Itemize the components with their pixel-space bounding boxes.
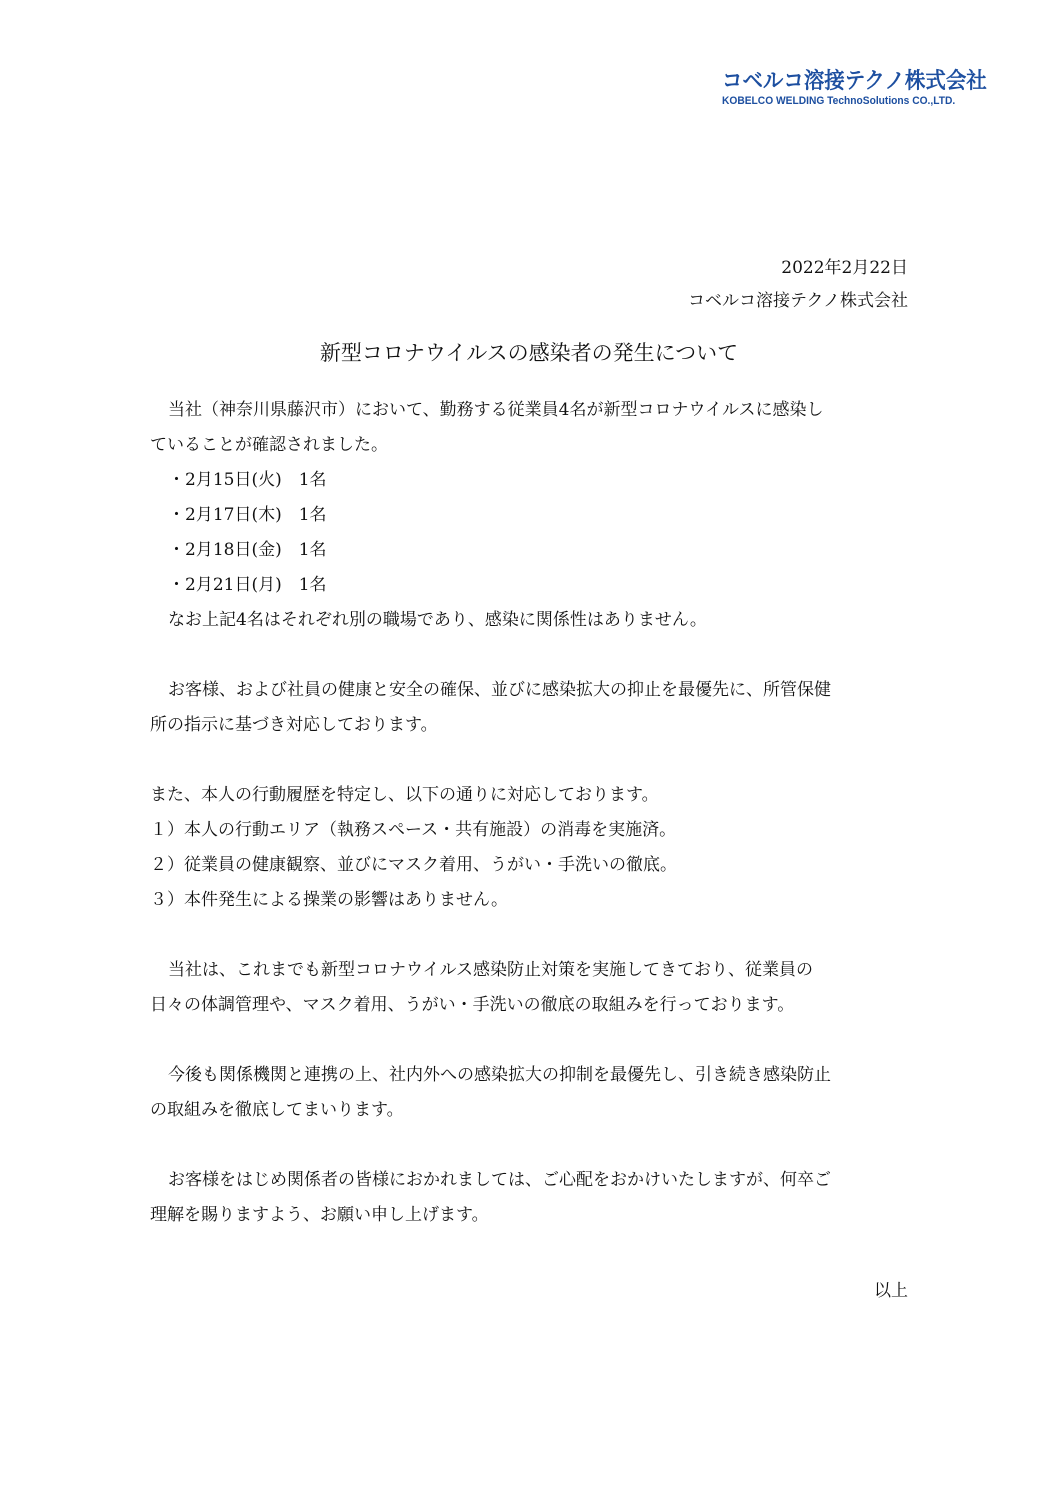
case-item: ・2月18日(金) 1名 [168, 540, 327, 560]
spacer [150, 743, 908, 778]
spacer [150, 918, 908, 953]
logo-sub-text: KOBELCO WELDING TechnoSolutions CO.,LTD. [722, 95, 956, 107]
spacer [150, 1023, 908, 1058]
case-item: ・2月21日(月) 1名 [168, 575, 327, 595]
document-title: 新型コロナウイルスの感染者の発生について [319, 341, 739, 365]
action-item: １）本人の行動エリア（執務スペース・共有施設）の消毒を実施済。 [150, 820, 677, 840]
para2-line1: お客様、および社員の健康と安全の確保、並びに感染拡大の抑止を最優先に、所管保健 [168, 680, 831, 700]
para5-line1: 今後も関係機関と連携の上、社内外への感染拡大の抑制を最優先し、引き続き感染防止 [168, 1065, 831, 1085]
issuer-name: コベルコ溶接テクノ株式会社 [688, 291, 908, 311]
para6-line1: お客様をはじめ関係者の皆様におかれましては、ご心配をおかけいたしますが、何卒ご [168, 1170, 831, 1190]
para3-intro: また、本人の行動履歴を特定し、以下の通りに対応しております。 [150, 785, 659, 805]
company-logo [722, 69, 987, 108]
spacer [150, 638, 908, 673]
closing-mark: 以上 [874, 1281, 908, 1301]
document-body [150, 393, 908, 1233]
action-item: ３）本件発生による操業の影響はありません。 [150, 890, 509, 910]
spacer [150, 1128, 908, 1163]
para4-line2: 日々の体調管理や、マスク着用、うがい・手洗いの徹底の取組みを行っております。 [150, 995, 795, 1015]
cases-note: なお上記4名はそれぞれ別の職場であり、感染に関係性はありません。 [168, 610, 707, 630]
para6-line2: 理解を賜りますよう、お願い申し上げます。 [150, 1205, 489, 1225]
para1-line1: 当社（神奈川県藤沢市）において、勤務する従業員4名が新型コロナウイルスに感染し [168, 400, 824, 420]
case-item: ・2月15日(火) 1名 [168, 470, 327, 490]
logo-main-text: コベルコ溶接テクノ株式会社 [722, 69, 987, 94]
para4-line1: 当社は、これまでも新型コロナウイルス感染防止対策を実施してきており、従業員の [168, 960, 813, 980]
document-date: 2022年2月22日 [781, 258, 908, 278]
para2-line2: 所の指示に基づき対応しております。 [150, 715, 438, 735]
para5-line2: の取組みを徹底してまいります。 [150, 1100, 404, 1120]
para1-line2: ていることが確認されました。 [150, 435, 388, 455]
case-item: ・2月17日(木) 1名 [168, 505, 327, 525]
action-item: ２）従業員の健康観察、並びにマスク着用、うがい・手洗いの徹底。 [150, 855, 677, 875]
